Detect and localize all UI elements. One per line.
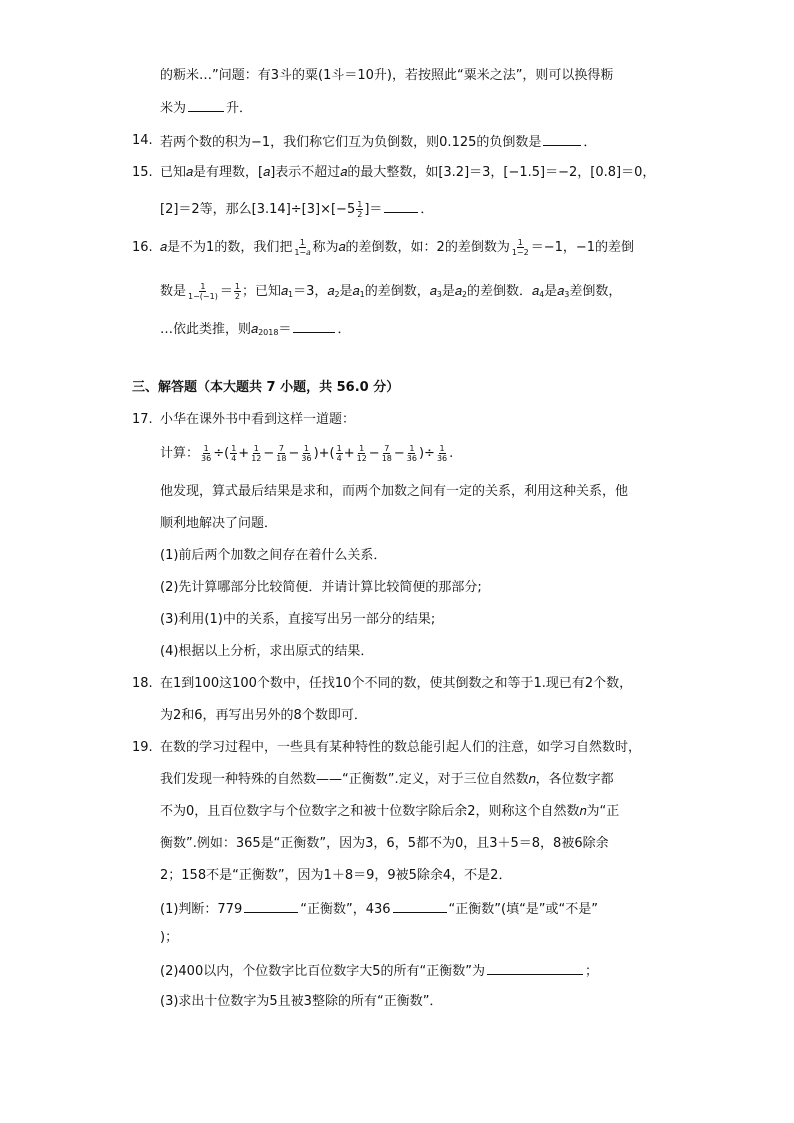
q13-text-2: 米为: [160, 101, 187, 116]
q16-text-6: ＝3，𝑎: [293, 284, 335, 299]
q13-line-2: [160, 97, 252, 119]
sub-2: 2: [334, 290, 340, 299]
q16-line-1: [160, 238, 634, 258]
q16-text-3: ＝−1，−1的差倒: [530, 240, 635, 255]
frac-1-36-c: $\frac{1}{36}$: [406, 444, 417, 463]
frac-1-4: $\frac{1}{4}$: [231, 444, 237, 463]
q16-line-3: [160, 318, 350, 343]
q16-text-7: 是𝑎: [339, 284, 360, 299]
question-number-16: 16.: [132, 240, 153, 255]
op-minus: −: [263, 446, 275, 461]
question-number-19: 19.: [132, 740, 153, 755]
section-heading-3: 三、解答题（本大题共 7 小题，共 56.0 分）: [132, 380, 400, 395]
q19-text-3: 不为0，且百位数字与个位数字之和被十位数字除后余2，则称这个自然数𝑛为“正: [160, 804, 620, 819]
q19-text-7: )；: [160, 930, 179, 945]
frac-1-12: $\frac{1}{12}$: [251, 444, 262, 463]
q19-text-9: (3)求出十位数字为5且被3整除的所有“正衡数”．: [160, 994, 443, 1009]
frac-1-36-b: $\frac{1}{36}$: [301, 444, 312, 463]
sub-1b: 1: [359, 290, 365, 299]
q19-part2-label: (2)400以内，个位数字比百位数字大5的所有“正衡数”为: [160, 964, 485, 979]
q17-sub-4: (4)根据以上分析，求出原式的结果．: [160, 644, 374, 659]
q14-line: [160, 131, 596, 153]
sub-3b: 3: [564, 290, 570, 299]
op-plus-2: +: [343, 446, 355, 461]
fraction-ex2: $\frac{1}{1-(-1)}$: [188, 282, 218, 301]
sub-2018: 2018: [258, 328, 279, 337]
q19-text-5: 2；158不是“正衡数”，因为1＋8＝9，9被5除余4，不是2．: [160, 868, 512, 883]
q19-text-1: 在数的学习过程中，一些具有某种特性的数总能引起人们的注意，如学习自然数时，: [160, 740, 642, 755]
frac-7-18-b: $\frac{7}{18}$: [381, 444, 392, 463]
q19-text-4: 衡数”.例如：365是“正衡数”，因为3，6，5都不为0，且3＋5＝8，8被6除余: [160, 836, 609, 851]
fraction-ex1: $\frac{1}{1-2}$: [511, 238, 529, 257]
q15-end: ．: [420, 202, 434, 217]
fraction-ex2-result: $\frac{1}{2}$: [234, 282, 240, 301]
answer-blank-13[interactable]: [188, 97, 224, 112]
op-close: ): [313, 446, 319, 461]
fraction-def: $\frac{1}{\text{1−𝑎}}$: [294, 238, 311, 257]
q16-text-9: 是𝑎: [441, 284, 462, 299]
q17-sub-3: (3)利用(1)中的关系，直接写出另一部分的结果;: [160, 612, 436, 627]
answer-blank-14[interactable]: [543, 131, 581, 146]
q18-text-1: 在1到100这100个数中，任找10个不同的数，使其倒数之和等于1.现已有2个数，: [160, 676, 633, 691]
question-number-14: 14.: [132, 133, 153, 148]
q15-line-2: [160, 198, 433, 220]
answer-blank-19-3[interactable]: [487, 960, 583, 975]
q16-text-2: 称为𝑎的差倒数，如：2的差倒数为: [312, 240, 510, 255]
question-number-17: 17.: [132, 412, 153, 427]
q16-eq: ＝: [219, 284, 233, 299]
q17-expression: [160, 444, 453, 464]
q17-text-1: 小华在课外书中看到这样一道题：: [160, 412, 356, 427]
frac-1-36-d: $\frac{1}{36}$: [436, 444, 448, 463]
frac-1-36: $\frac{1}{36}$: [201, 444, 212, 463]
q13-line-1: [160, 66, 613, 86]
q16-eq-2: ＝: [278, 322, 292, 337]
q16-text-13: …依此类推，则𝑎: [160, 322, 259, 337]
q16-text-5: ；已知𝑎: [241, 284, 289, 299]
q16-text-12: 差倒数，: [569, 284, 622, 299]
q16-text-8: 的差倒数，𝑎: [364, 284, 437, 299]
q19-line-8: [160, 960, 598, 982]
op-mid: +(: [318, 446, 335, 461]
op-minus-4: −: [393, 446, 405, 461]
q14-text: 若两个数的积为−1，我们称它们互为负倒数，则0.125的负倒数是: [160, 135, 542, 150]
sub-1: 1: [288, 290, 294, 299]
q14-end: ．: [583, 135, 597, 150]
op-minus-2: −: [288, 446, 300, 461]
q19-judge-end: “正衡数”(填“是”或“不是”: [448, 902, 599, 917]
q19-line-6: [160, 898, 598, 920]
op-end: .: [449, 446, 454, 461]
sub-3: 3: [436, 290, 442, 299]
op-minus-3: −: [368, 446, 380, 461]
q19-text-2: 我们发现一种特殊的自然数——“正衡数”.定义，对于三位自然数𝑛，各位数字都: [160, 772, 614, 787]
q15-line-1: [160, 163, 655, 183]
q16-text-4: 数是: [160, 284, 187, 299]
q16-end: ．: [337, 322, 351, 337]
q15-text-2: [2]＝2等，那么[3.14]÷[3]×[−5: [160, 202, 356, 217]
q15-text-3: ]＝: [364, 202, 383, 217]
q16-text-1: 𝑎是不为1的数，我们把: [160, 240, 293, 255]
q19-judge-label: (1)判断：779: [160, 902, 243, 917]
op-close-div: )÷: [418, 446, 435, 461]
q18-text-2: 为2和6，再写出另外的8个数即可．: [160, 708, 367, 723]
q17-calc-label: 计算：: [160, 446, 200, 461]
frac-1-12-b: $\frac{1}{12}$: [356, 444, 367, 463]
q19-part2-end: ；: [584, 964, 598, 979]
q13-text-3: 升．: [226, 101, 253, 116]
q15-text-1: 已知𝑎是有理数，[𝑎]表示不超过𝑎的最大整数，如[3.2]＝3，[−1.5]＝−2，[0.8]＝0，: [160, 165, 656, 180]
q13-text-1: 的粝米…”问题：有3斗的粟(1斗＝10升)，若按照此“粟米之法”，则可以换得粝: [160, 68, 614, 83]
op-open: (: [224, 446, 230, 461]
op-plus: +: [238, 446, 250, 461]
question-number-18: 18.: [132, 676, 153, 691]
q19-judge-mid: “正衡数”，436: [300, 902, 391, 917]
sub-2b: 2: [461, 290, 468, 299]
answer-blank-16[interactable]: [293, 318, 335, 333]
q16-line-2: [160, 282, 621, 305]
q16-text-10: 的差倒数．𝑎: [467, 284, 540, 299]
frac-1-4-b: $\frac{1}{4}$: [336, 444, 342, 463]
answer-blank-15[interactable]: [384, 198, 418, 213]
frac-7-18: $\frac{7}{18}$: [276, 444, 287, 463]
answer-blank-19-1[interactable]: [244, 898, 298, 913]
q17-text-2: 他发现，算式最后结果是求和，而两个加数之间有一定的关系，利用这种关系，他: [160, 484, 629, 499]
fraction-half: $\frac{1}{2}$: [357, 200, 363, 219]
question-number-15: 15.: [132, 165, 153, 180]
answer-blank-19-2[interactable]: [393, 898, 447, 913]
q17-sub-1: (1)前后两个加数之间存在着什么关系．: [160, 548, 387, 563]
q16-text-11: 是𝑎: [544, 284, 565, 299]
q17-sub-2: (2)先计算哪部分比较简便．并请计算比较简便的那部分;: [160, 580, 482, 595]
q17-text-3: 顺利地解决了问题．: [160, 516, 278, 531]
op-div: ÷: [213, 446, 225, 461]
sub-4: 4: [539, 290, 545, 299]
